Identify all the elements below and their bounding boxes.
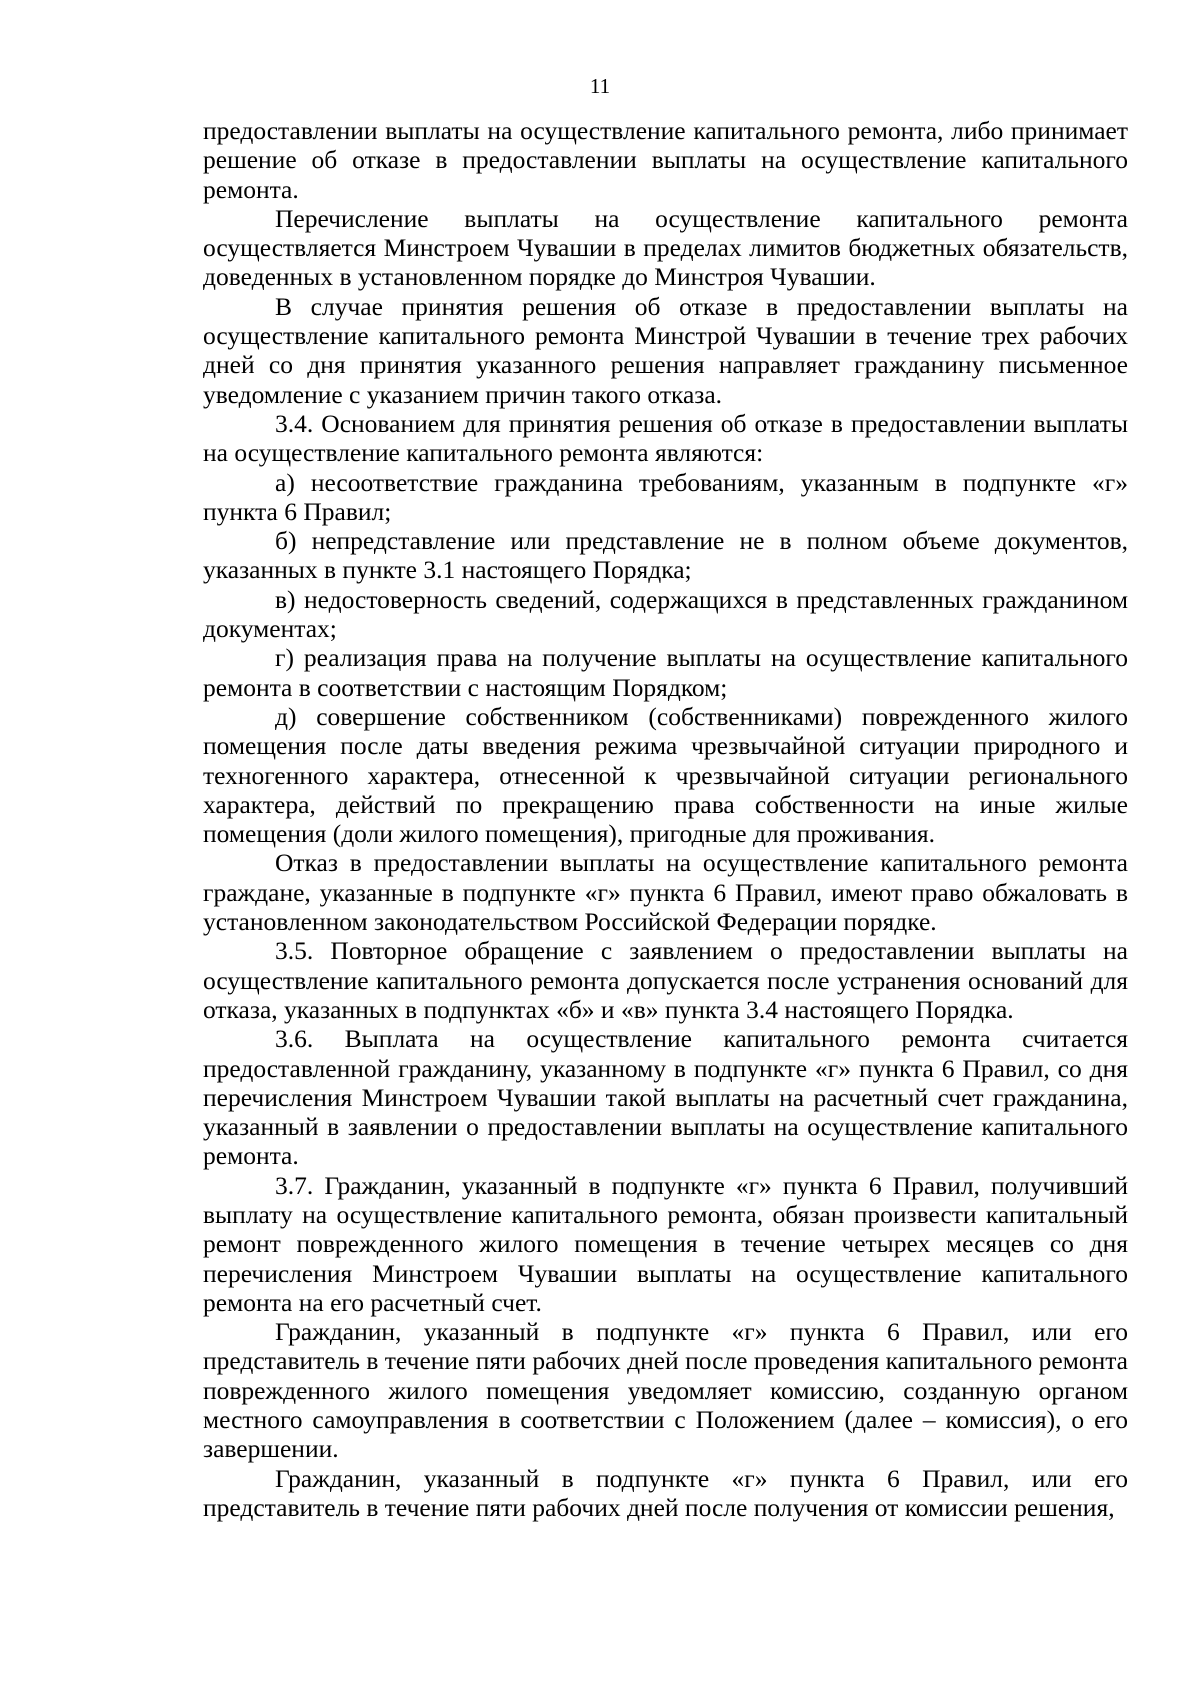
paragraph-3-4-d: д) совершение собственником (собственниками) поврежденного жилого помещения после даты введения режима чрезвычайной ситуации природного и техногенного характера, отнесенной к чрезвычайной ситуации регионального характера, действий по прекращению права собственности на иные жилые помещения (доли жилого помещения), пригодные для проживания. — [203, 701, 1128, 849]
paragraph-3-7: 3.7. Гражданин, указанный в подпункте «г» пункта 6 Правил, получивший выплату на осуществление капитального ремонта, обязан произвести капитальный ремонт поврежденного жилого помещения в течение четырех месяцев со дня перечисления Минстроем Чувашии выплаты на осуществление капитального ремонта на его расчетный счет. — [203, 1170, 1128, 1317]
paragraph-3-4-b: б) непредставление или представление не в полном объеме документов, указанных в пункте 3.1 настоящего Порядка; — [203, 526, 1128, 585]
paragraph-commission-decision: Гражданин, указанный в подпункте «г» пункта 6 Правил, или его представитель в течение пяти рабочих дней после получения от комиссии решения, — [203, 1463, 1128, 1522]
document-body — [203, 116, 1128, 1522]
paragraph-refusal-notice: В случае принятия решения об отказе в предоставлении выплаты на осуществление капитального ремонта Минстрой Чувашии в течение трех рабочих дней со дня принятия указанного решения направляет гражданину письменное уведомление с указанием причин такого отказа. — [203, 291, 1128, 409]
paragraph-3-4-a: а) несоответствие гражданина требованиям, указанным в подпункте «г» пункта 6 Правил; — [203, 467, 1128, 526]
paragraph-3-5: 3.5. Повторное обращение с заявлением о предоставлении выплаты на осуществление капитального ремонта допускается после устранения оснований для отказа, указанных в подпунктах «б» и «в» пункта 3.4 настоящего Порядка. — [203, 936, 1128, 1024]
paragraph-transfer: Перечисление выплаты на осуществление капитального ремонта осуществляется Минстроем Чувашии в пределах лимитов бюджетных обязательств, доведенных в установленном порядке до Минстроя Чувашии. — [203, 203, 1128, 292]
paragraph-3-4-v: в) недостоверность сведений, содержащихся в представленных гражданином документах; — [203, 584, 1128, 644]
paragraph-completion-notice: Гражданин, указанный в подпункте «г» пункта 6 Правил, или его представитель в течение пяти рабочих дней после проведения капитального ремонта поврежденного жилого помещения уведомляет комиссию, созданную органом местного самоуправления в соответствии с Положением (далее – комиссия), о его завершении. — [203, 1317, 1128, 1464]
paragraph-3-4-g: г) реализация права на получение выплаты на осуществление капитального ремонта в соответствии с настоящим Порядком; — [203, 643, 1128, 702]
page-number: 11 — [589, 74, 611, 98]
paragraph-3-4: 3.4. Основанием для принятия решения об отказе в предоставлении выплаты на осуществление капитального ремонта являются: — [203, 408, 1128, 468]
paragraph-appeal: Отказ в предоставлении выплаты на осуществление капитального ремонта граждане, указанные в подпункте «г» пункта 6 Правил, имеют право обжаловать в установленном законодательством Российской Федерации порядке. — [203, 848, 1128, 937]
paragraph-3-6: 3.6. Выплата на осуществление капитального ремонта считается предоставленной гражданину, указанному в подпункте «г» пункта 6 Правил, со дня перечисления Минстроем Чувашии такой выплаты на расчетный счет гражданина, указанный в заявлении о предоставлении выплаты на осуществление капитального ремонта. — [203, 1024, 1128, 1171]
paragraph-continuation: предоставлении выплаты на осуществление капитального ремонта, либо принимает решение об отказе в предоставлении выплаты на осуществление капитального ремонта. — [203, 116, 1128, 204]
